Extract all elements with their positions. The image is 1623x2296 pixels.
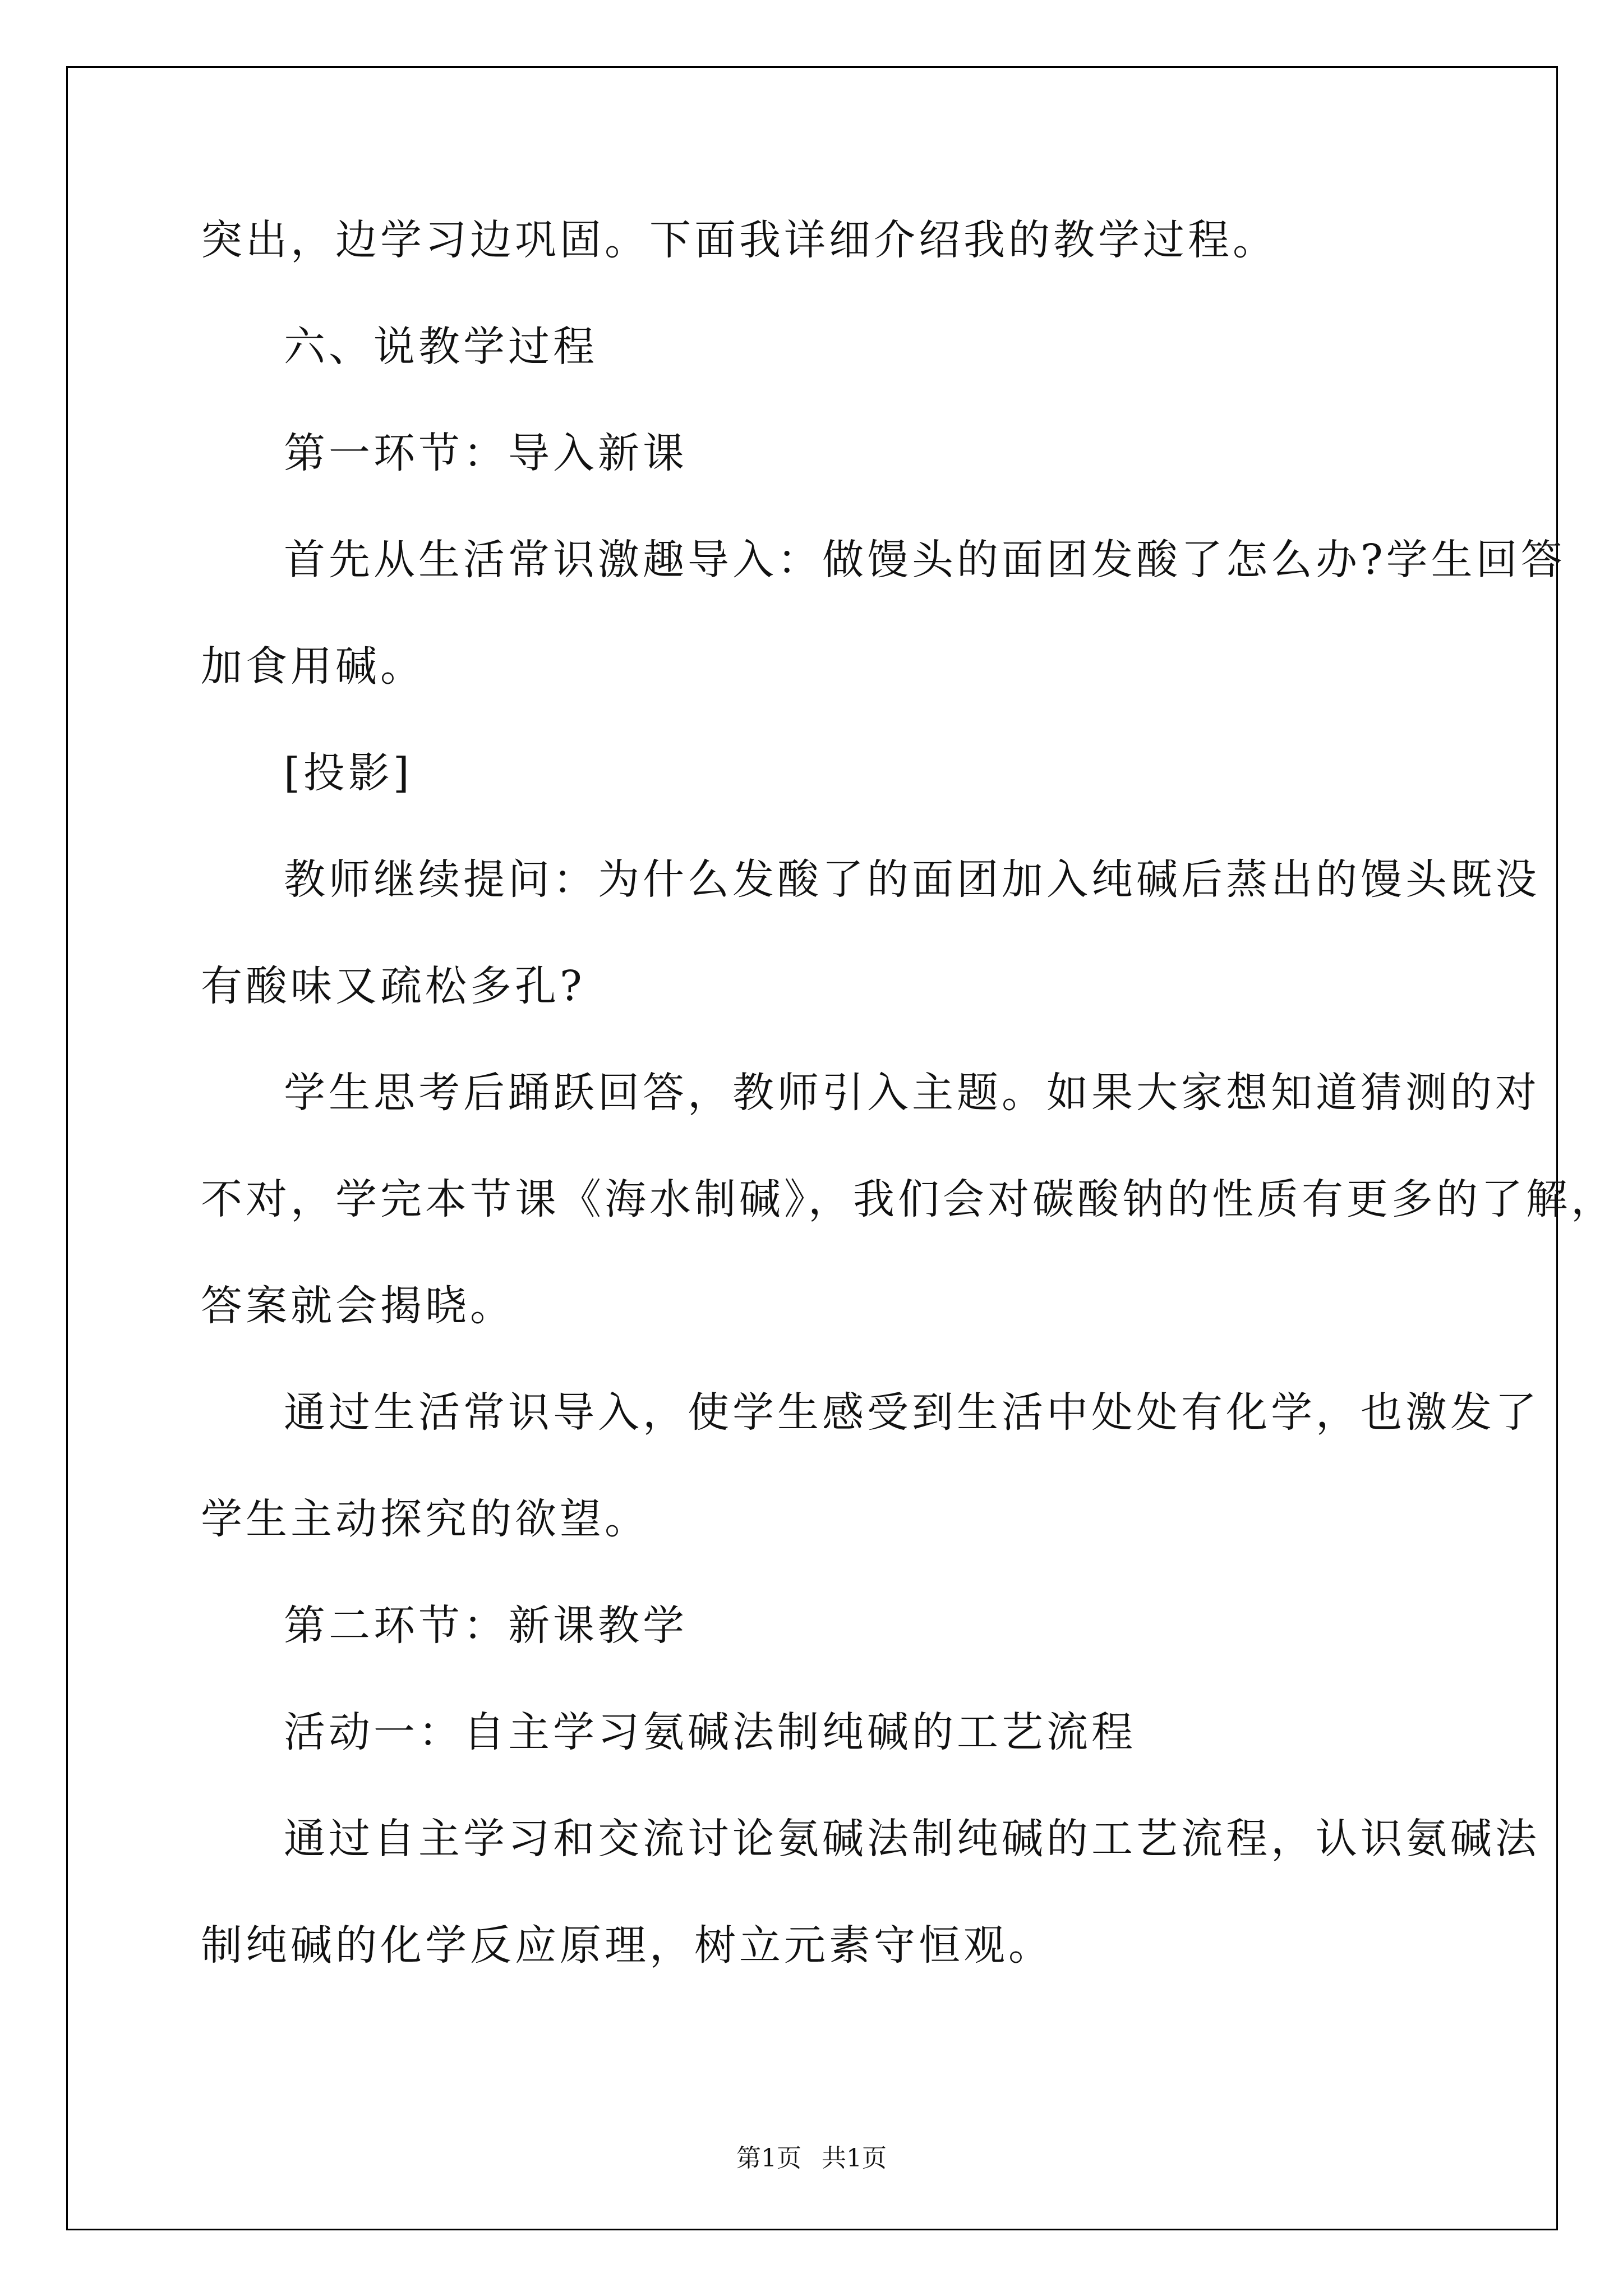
text-line-5: 加食用碱。 (201, 642, 425, 691)
section-heading: 六、说教学过程 (284, 323, 598, 371)
page-number: 第1页 (736, 2144, 801, 2173)
text-line-11: 答案就会揭晓。 (201, 1282, 515, 1330)
text-line-1: 突出，边学习边巩固。下面我详细介绍我的教学过程。 (201, 216, 1278, 264)
subsection-heading-2: 第二环节：新课教学 (284, 1602, 688, 1650)
text-line-16: 通过自主学习和交流讨论氨碱法制纯碱的工艺流程，认识氨碱法 (284, 1815, 1540, 1863)
page-border (66, 66, 1558, 2230)
subsection-heading: 第一环节：导入新课 (284, 429, 688, 477)
projection-label: [投影] (284, 749, 413, 797)
text-line-17: 制纯碱的化学反应原理，树立元素守恒观。 (201, 1921, 1053, 1970)
text-line-8: 有酸味又疏松多孔? (201, 962, 585, 1010)
text-line-4: 首先从生活常识激趣导入：做馒头的面团发酸了怎么办?学生回答 (284, 536, 1566, 584)
text-line-9: 学生思考后踊跃回答，教师引入主题。如果大家想知道猜测的对 (284, 1069, 1540, 1117)
text-line-13: 学生主动探究的欲望。 (201, 1495, 649, 1543)
page-footer (0, 2143, 1623, 2174)
activity-heading: 活动一：自主学习氨碱法制纯碱的工艺流程 (284, 1708, 1136, 1756)
text-line-10: 不对，学完本节课《海水制碱》，我们会对碳酸钠的性质有更多的了解， (201, 1175, 1616, 1223)
page-total: 共1页 (822, 2144, 887, 2173)
text-line-12: 通过生活常识导入，使学生感受到生活中处处有化学，也激发了 (284, 1388, 1540, 1437)
text-line-7: 教师继续提问：为什么发酸了的面团加入纯碱后蒸出的馒头既没 (284, 855, 1540, 904)
